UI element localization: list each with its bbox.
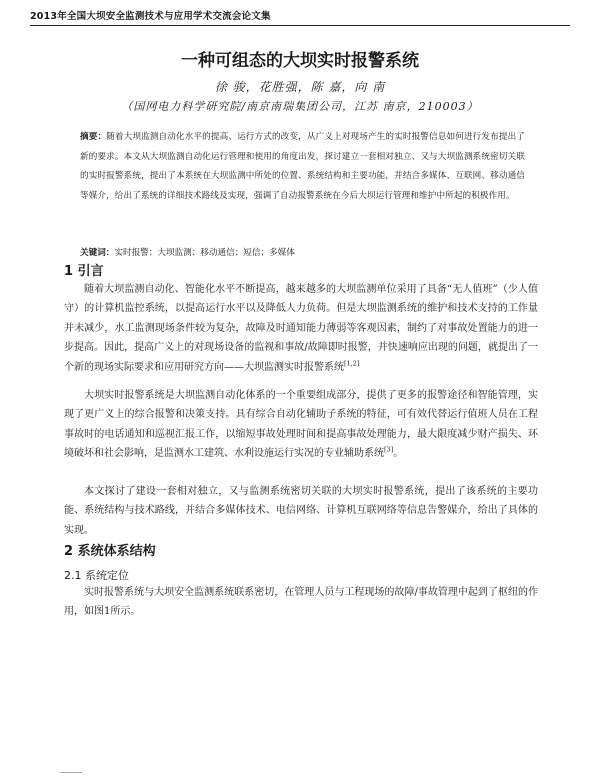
subsection-heading-positioning: 2.1 系统定位: [64, 569, 129, 582]
section-heading-architecture: 2 系统体系结构: [64, 544, 156, 559]
citation-ref-1-2: [1,2]: [344, 359, 360, 368]
citation-ref-3: [3]: [384, 445, 394, 454]
keywords-label: 关键词：: [80, 248, 115, 258]
paragraph-intro-1-text: 随着大坝监测自动化、智能化水平不断提高，越来越多的大坝监测单位采用了具备“无人值班”（少人值守）的计算机监控系统，以提高运行水平以及降低人力负荷。但是大坝监测系统的维护和技术支持的工作量并未减少，水工监测现场条件较为复杂，故障及时通知能力薄弱等客观因素，制约了对事故处置能力的进一步提高。因此，提高广义上的对现场设备的监视和事故/故障即时报警，并快速响应出现的问题，就提出了一个新的现场实际要求和应用研究方向——大坝监测实时报警系统: [64, 284, 538, 373]
abstract-label: 摘要：: [80, 132, 107, 142]
page-footer-mark: [60, 772, 82, 773]
paper-affiliation: （国网电力科学研究院/南京南瑞集团公司，江苏 南京，210003）: [121, 100, 479, 113]
paragraph-intro-2-end: 。: [393, 448, 404, 460]
keywords-text: 实时报警；大坝监测；移动通信；短信；多媒体: [114, 248, 295, 258]
keywords: [80, 246, 525, 260]
paragraph-intro-1: [64, 280, 538, 377]
abstract: [80, 128, 525, 206]
running-header: 2013年全国大坝安全监测技术与应用学术交流会论文集: [30, 8, 570, 26]
paper-authors: 徐 骏，花胜强，陈 嘉，向 南: [214, 80, 386, 94]
paragraph-intro-2-text: 大坝实时报警系统是大坝监测自动化体系的一个重要组成部分，提供了更多的报警途径和智能管理，实现了更广义上的综合报警和决策支持。具有综合自动化辅助子系统的特征，可有效代替运行值班人员在工程事故时的电话通知和巡视汇报工作，以缩短事故处理时间和提高事故处理能力，最大限度减少财产损失、环境破坏和社会影响，是监测水工建筑、水利设施运行实况的专业辅助系统: [64, 390, 538, 460]
paragraph-intro-2: [64, 386, 538, 464]
paragraph-intro-3: 本文探讨了建设一套相对独立，又与监测系统密切关联的大坝实时报警系统，提出了该系统的主要功能、系统结构与技术路线，并结合多媒体技术、电信网络、计算机互联网络等信息告警媒介，给出了具体的实现。: [64, 486, 538, 536]
section-heading-introduction: 1 引言: [64, 264, 104, 279]
paragraph-positioning: 实时报警系统与大坝安全监测系统联系密切，在管理人员与工程现场的故障/事故管理中起到了枢纽的作用，如图1所示。: [64, 587, 538, 618]
abstract-text: 随着大坝监测自动化水平的提高、运行方式的改变，从广义上对现场产生的实时报警信息如何进行发布提出了新的要求。本文从大坝监测自动化运行管理和使用的角度出发，探讨建立一套相对独立、又与大坝监测系统密切关联的实时报警系统，提出了本系统在大坝监测中所处的位置、系统结构和主要功能，并结合多媒体、互联网、移动通信等媒介，给出了系统的详细技术路线及实现，强调了自动报警系统在今后大坝运行管理和维护中所起的积极作用。: [80, 132, 525, 201]
paper-title: 一种可组态的大坝实时报警系统: [181, 51, 419, 71]
